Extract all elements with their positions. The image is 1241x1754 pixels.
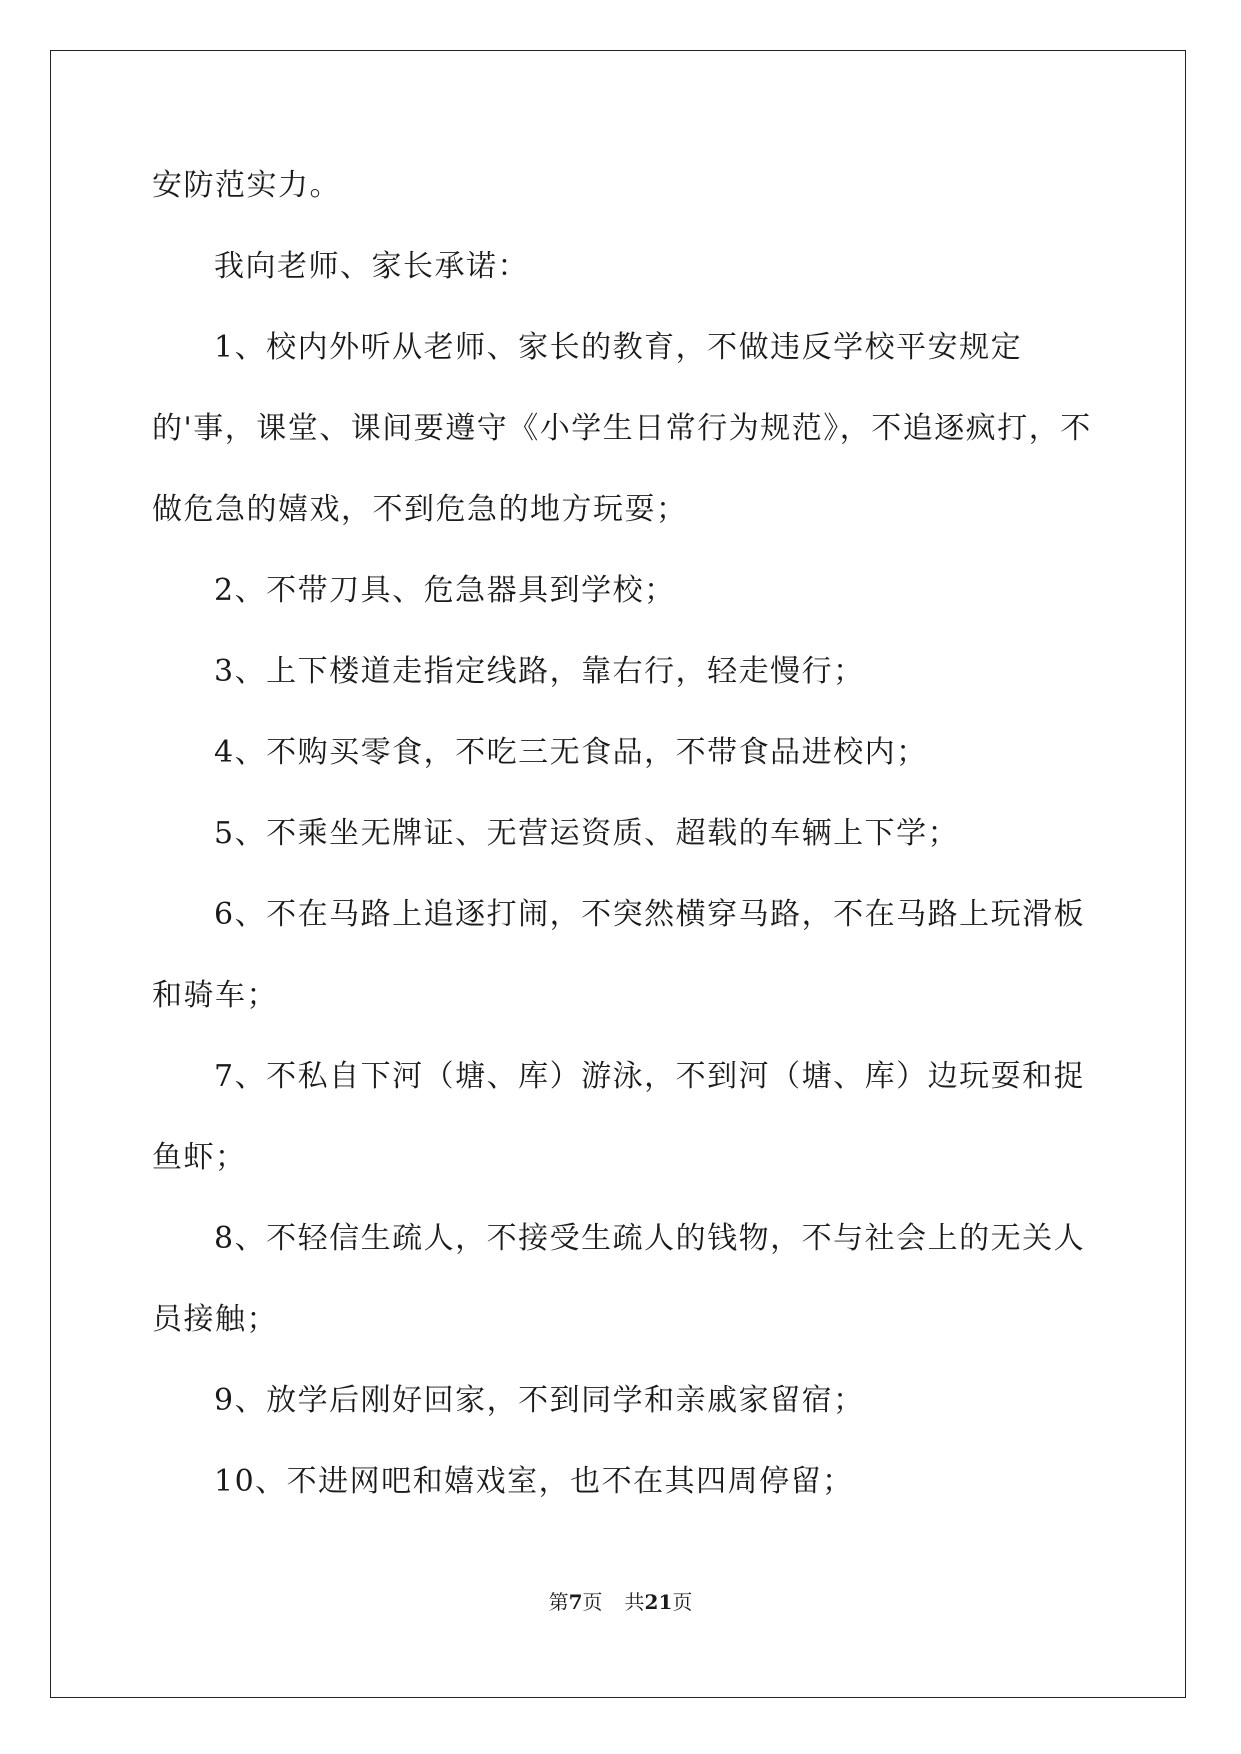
page-prefix: 第 [548, 1590, 569, 1614]
paragraph-item-2: 2、不带刀具、危急器具到学校； [214, 573, 676, 608]
paragraph-item-1: 1、校内外听从老师、家长的教育，不做违反学校平安规定的'事，课堂、课间要遵守《小学生日常行为规范》，不追逐疯打，不做危急的嬉戏，不到危急的地方玩耍； [152, 330, 1092, 527]
paragraph-item-6: 6、不在马路上追逐打闹，不突然横穿马路，不在马路上玩滑板和骑车； [152, 897, 1086, 1013]
paragraph-continuation: 安防范实力。 [152, 168, 341, 203]
paragraph-item-9: 9、放学后刚好回家，不到同学和亲戚家留宿； [214, 1383, 865, 1418]
paragraph-item-5: 5、不乘坐无牌证、无营运资质、超载的车辆上下学； [214, 816, 960, 851]
paragraph-item-10: 10、不进网吧和嬉戏室，也不在其四周停留； [214, 1464, 854, 1499]
page-number: 7 [568, 1590, 583, 1614]
document-body [152, 145, 1092, 1522]
page-suffix: 页 [582, 1590, 603, 1614]
paragraph-item-8: 8、不轻信生疏人，不接受生疏人的钱物，不与社会上的无关人员接触； [152, 1221, 1086, 1337]
page-footer [0, 1586, 1241, 1615]
paragraph-item-7: 7、不私自下河（塘、库）游泳，不到河（塘、库）边玩耍和捉鱼虾； [152, 1059, 1086, 1175]
paragraph-item-4: 4、不购买零食，不吃三无食品，不带食品进校内； [214, 735, 928, 770]
total-prefix: 共 [624, 1590, 645, 1614]
total-pages: 21 [644, 1590, 673, 1614]
total-suffix: 页 [672, 1590, 693, 1614]
paragraph-item-3: 3、上下楼道走指定线路，靠右行，轻走慢行； [214, 654, 865, 689]
paragraph-intro: 我向老师、家长承诺： [214, 249, 529, 284]
